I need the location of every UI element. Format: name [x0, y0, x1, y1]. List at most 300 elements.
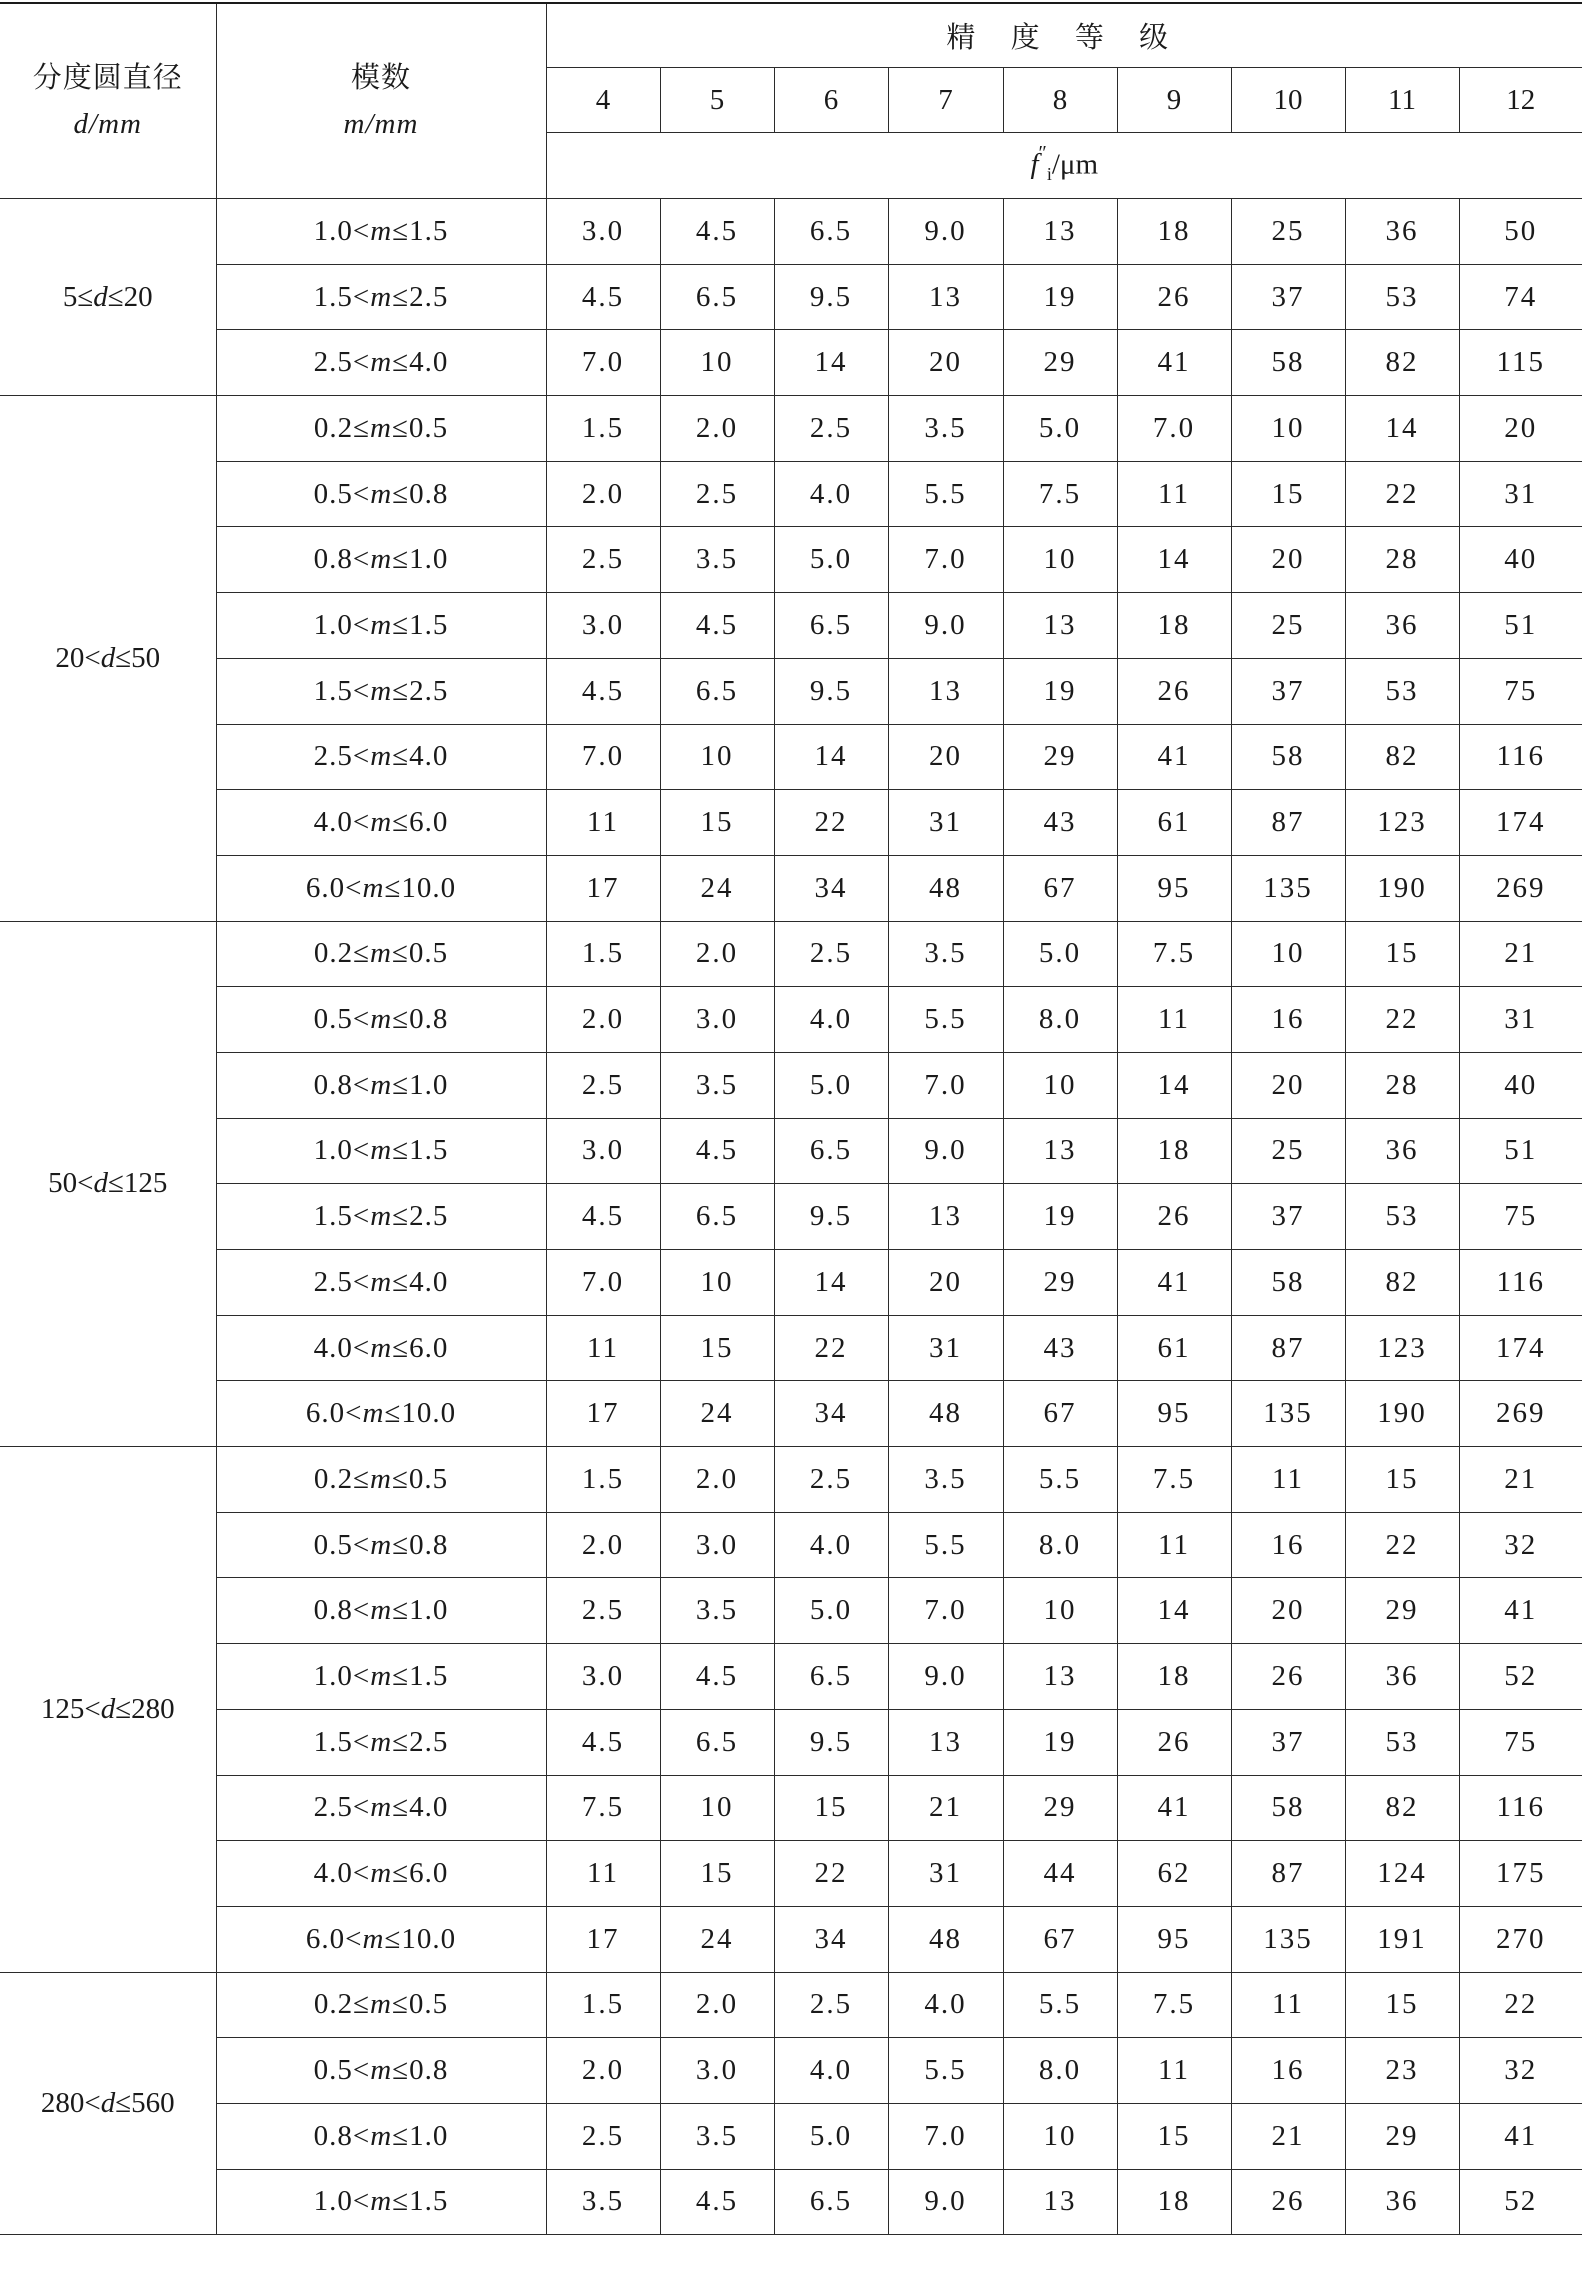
table-row [0, 1447, 1582, 1513]
tolerance-value-cell: 13 [1003, 2169, 1117, 2235]
tolerance-value-cell: 41 [1117, 724, 1231, 790]
tolerance-value-cell: 6.5 [660, 1184, 774, 1250]
tolerance-value-cell: 40 [1459, 1052, 1582, 1118]
tolerance-value-cell: 190 [1345, 855, 1459, 921]
tolerance-value-cell: 23 [1345, 2038, 1459, 2104]
tolerance-value-cell: 270 [1459, 1906, 1582, 1972]
variable-letter: m [370, 1988, 392, 2021]
tolerance-value-cell: 31 [888, 790, 1003, 856]
tolerance-value-cell: 26 [1231, 2169, 1345, 2235]
tolerance-sub: i [1046, 164, 1052, 185]
tolerance-value-cell: 34 [774, 1381, 888, 1447]
tolerance-prime: ″ [1038, 141, 1047, 164]
tolerance-value-cell: 15 [1345, 1972, 1459, 2038]
variable-letter: d [93, 1167, 108, 1200]
module-range-cell: 0.2≤m≤0.5 [216, 1972, 546, 2038]
variable-letter: m [370, 1594, 393, 1627]
module-range-cell: 2.5<m≤4.0 [216, 330, 546, 396]
tolerance-value-cell: 8.0 [1003, 2038, 1117, 2104]
tolerance-value-cell: 7.5 [1003, 461, 1117, 527]
table-row [0, 1709, 1582, 1775]
tolerance-value-cell: 20 [1231, 527, 1345, 593]
variable-letter: m [362, 871, 385, 904]
tolerance-value-cell: 13 [1003, 1118, 1117, 1184]
diameter-range-cell: 280<d≤560 [0, 1972, 216, 2235]
tolerance-value-cell: 17 [546, 855, 660, 921]
tolerance-value-cell: 115 [1459, 330, 1582, 396]
tolerance-value-cell: 2.5 [774, 1447, 888, 1513]
variable-letter: m [370, 2185, 393, 2218]
tolerance-value-cell: 4.5 [546, 264, 660, 330]
variable-letter: m [370, 346, 393, 379]
tolerance-value-cell: 13 [1003, 593, 1117, 659]
table-row [0, 1578, 1582, 1644]
tolerance-value-cell: 24 [660, 1381, 774, 1447]
tolerance-value-cell: 26 [1117, 1184, 1231, 1250]
table-row [0, 1841, 1582, 1907]
table-row [0, 461, 1582, 527]
tolerance-value-cell: 41 [1117, 1250, 1231, 1316]
module-range-cell: 1.5<m≤2.5 [216, 1184, 546, 1250]
tolerance-value-cell: 15 [660, 1841, 774, 1907]
tolerance-value-cell: 36 [1345, 2169, 1459, 2235]
tolerance-value-cell: 14 [1117, 1052, 1231, 1118]
tolerance-value-cell: 10 [1231, 921, 1345, 987]
tolerance-value-cell: 190 [1345, 1381, 1459, 1447]
tolerance-value-cell: 4.0 [774, 1512, 888, 1578]
tolerance-value-cell: 29 [1345, 2103, 1459, 2169]
tolerance-value-cell: 15 [660, 790, 774, 856]
tolerance-value-cell: 20 [888, 1250, 1003, 1316]
variable-letter: m [370, 1857, 393, 1890]
tolerance-value-cell: 269 [1459, 855, 1582, 921]
tolerance-value-cell: 82 [1345, 724, 1459, 790]
table-row [0, 1775, 1582, 1841]
tolerance-value-cell: 36 [1345, 1118, 1459, 1184]
variable-letter: d [93, 280, 108, 313]
tolerance-value-cell: 13 [888, 1184, 1003, 1250]
tolerance-value-cell: 3.0 [546, 1644, 660, 1710]
tolerance-value-cell: 174 [1459, 1315, 1582, 1381]
variable-letter: m [370, 1265, 393, 1298]
tolerance-value-cell: 13 [888, 658, 1003, 724]
tolerance-value-cell: 175 [1459, 1841, 1582, 1907]
tolerance-value-cell: 19 [1003, 1184, 1117, 1250]
tolerance-value-cell: 3.0 [660, 1512, 774, 1578]
tolerance-f: f [1030, 148, 1039, 181]
tolerance-value-cell: 37 [1231, 1709, 1345, 1775]
tolerance-value-cell: 10 [1003, 1052, 1117, 1118]
tolerance-value-cell: 3.0 [660, 987, 774, 1053]
tolerance-value-cell: 3.5 [546, 2169, 660, 2235]
tolerance-value-cell: 67 [1003, 1381, 1117, 1447]
tolerance-value-cell: 95 [1117, 1381, 1231, 1447]
tolerance-value-cell: 10 [660, 330, 774, 396]
tolerance-value-cell: 18 [1117, 1118, 1231, 1184]
variable-letter: m [370, 1134, 393, 1167]
module-range-cell: 6.0<m≤10.0 [216, 1906, 546, 1972]
tolerance-value-cell: 34 [774, 855, 888, 921]
tolerance-value-cell: 19 [1003, 1709, 1117, 1775]
variable-letter: m [370, 543, 393, 576]
tolerance-value-cell: 10 [660, 1250, 774, 1316]
diameter-range-cell: 5≤d≤20 [0, 199, 216, 396]
table-row [0, 330, 1582, 396]
tolerance-value-cell: 24 [660, 855, 774, 921]
tolerance-value-cell: 18 [1117, 199, 1231, 265]
tolerance-value-cell: 7.0 [546, 724, 660, 790]
variable-letter: m [370, 1791, 393, 1824]
tolerance-value-cell: 9.0 [888, 593, 1003, 659]
tolerance-value-cell: 116 [1459, 1775, 1582, 1841]
tolerance-value-cell: 31 [1459, 987, 1582, 1053]
tolerance-value-cell: 58 [1231, 330, 1345, 396]
tolerance-value-cell: 15 [1345, 921, 1459, 987]
module-range-cell: 4.0<m≤6.0 [216, 790, 546, 856]
tolerance-value-cell: 43 [1003, 790, 1117, 856]
variable-letter: m [370, 280, 393, 313]
tolerance-value-cell: 74 [1459, 264, 1582, 330]
variable-letter: m [370, 2119, 393, 2152]
tolerance-value-cell: 82 [1345, 1250, 1459, 1316]
tolerance-value-cell: 53 [1345, 264, 1459, 330]
tolerance-value-cell: 21 [1231, 2103, 1345, 2169]
tolerance-value-cell: 2.5 [546, 1578, 660, 1644]
tolerance-value-cell: 6.5 [774, 1644, 888, 1710]
tolerance-value-cell: 15 [1345, 1447, 1459, 1513]
tolerance-value-cell: 31 [888, 1315, 1003, 1381]
table-row [0, 1972, 1582, 2038]
tolerance-value-cell: 7.0 [546, 330, 660, 396]
tolerance-value-cell: 10 [1003, 2103, 1117, 2169]
tolerance-value-cell: 4.0 [774, 987, 888, 1053]
tolerance-value-cell: 20 [888, 330, 1003, 396]
tolerance-value-cell: 13 [1003, 1644, 1117, 1710]
tolerance-value-cell: 11 [546, 790, 660, 856]
tolerance-value-cell: 5.0 [774, 1052, 888, 1118]
tolerance-value-cell: 20 [1231, 1578, 1345, 1644]
tolerance-value-cell: 31 [888, 1841, 1003, 1907]
tolerance-value-cell: 7.5 [1117, 1972, 1231, 2038]
tolerance-value-cell: 3.5 [660, 1052, 774, 1118]
tolerance-value-cell: 31 [1459, 461, 1582, 527]
tolerance-value-cell: 14 [774, 330, 888, 396]
variable-letter: m [370, 1725, 393, 1758]
variable-letter: m [370, 214, 393, 247]
variable-letter: m [370, 806, 393, 839]
tolerance-value-cell: 61 [1117, 790, 1231, 856]
tolerance-value-cell: 67 [1003, 855, 1117, 921]
tolerance-value-cell: 11 [1117, 1512, 1231, 1578]
tolerance-value-cell: 3.0 [546, 593, 660, 659]
tolerance-value-cell: 95 [1117, 855, 1231, 921]
tolerance-value-cell: 13 [1003, 199, 1117, 265]
tolerance-value-cell: 22 [774, 790, 888, 856]
table-row [0, 1052, 1582, 1118]
tolerance-value-cell: 7.0 [888, 1578, 1003, 1644]
module-range-cell: 1.0<m≤1.5 [216, 593, 546, 659]
tolerance-value-cell: 7.0 [546, 1250, 660, 1316]
variable-letter: m [370, 477, 393, 510]
tolerance-value-cell: 3.5 [888, 1447, 1003, 1513]
module-range-cell: 1.0<m≤1.5 [216, 2169, 546, 2235]
tolerance-value-cell: 3.0 [546, 1118, 660, 1184]
tolerance-value-cell: 14 [774, 1250, 888, 1316]
table-row [0, 1381, 1582, 1447]
tolerance-value-cell: 51 [1459, 593, 1582, 659]
tolerance-value-cell: 6.5 [774, 1118, 888, 1184]
tolerance-value-cell: 7.0 [1117, 396, 1231, 462]
tolerance-value-cell: 82 [1345, 1775, 1459, 1841]
tolerance-value-cell: 9.0 [888, 199, 1003, 265]
tolerance-value-cell: 15 [774, 1775, 888, 1841]
tolerance-value-cell: 124 [1345, 1841, 1459, 1907]
diameter-range-cell: 50<d≤125 [0, 921, 216, 1447]
module-range-cell: 4.0<m≤6.0 [216, 1315, 546, 1381]
tolerance-value-cell: 10 [1003, 527, 1117, 593]
tolerance-value-cell: 5.0 [1003, 921, 1117, 987]
module-range-cell: 0.2≤m≤0.5 [216, 921, 546, 987]
module-range-cell: 2.5<m≤4.0 [216, 724, 546, 790]
table-row [0, 1250, 1582, 1316]
variable-letter: m [370, 1068, 393, 1101]
tolerance-value-cell: 4.5 [546, 1709, 660, 1775]
tolerance-value-cell: 9.0 [888, 1644, 1003, 1710]
tolerance-value-cell: 36 [1345, 1644, 1459, 1710]
grade-header-cell: 8 [1003, 68, 1117, 133]
tolerance-value-cell: 20 [888, 724, 1003, 790]
tolerance-value-cell: 1.5 [546, 396, 660, 462]
tolerance-value-cell: 116 [1459, 1250, 1582, 1316]
diameter-range-cell: 125<d≤280 [0, 1447, 216, 1973]
tolerance-value-cell: 24 [660, 1906, 774, 1972]
tolerance-value-cell: 135 [1231, 1906, 1345, 1972]
variable-letter: m [370, 1462, 392, 1495]
tolerance-value-cell: 11 [546, 1315, 660, 1381]
variable-letter: m [370, 2054, 393, 2087]
tolerance-value-cell: 6.5 [660, 658, 774, 724]
table-row [0, 396, 1582, 462]
tolerance-value-cell: 14 [1345, 396, 1459, 462]
tolerance-value-cell: 15 [660, 1315, 774, 1381]
table-row [0, 1512, 1582, 1578]
tolerance-value-cell: 19 [1003, 658, 1117, 724]
tolerance-value-cell: 48 [888, 1906, 1003, 1972]
tolerance-value-cell: 29 [1003, 1775, 1117, 1841]
tolerance-value-cell: 2.5 [660, 461, 774, 527]
tolerance-value-cell: 18 [1117, 593, 1231, 659]
tolerance-value-cell: 11 [1117, 461, 1231, 527]
module-header [216, 3, 546, 199]
tolerance-value-cell: 51 [1459, 1118, 1582, 1184]
table-row [0, 1315, 1582, 1381]
tolerance-value-cell: 41 [1117, 330, 1231, 396]
tolerance-value-cell: 41 [1459, 2103, 1582, 2169]
table-row [0, 921, 1582, 987]
tolerance-value-cell: 10 [1003, 1578, 1117, 1644]
module-range-cell: 0.8<m≤1.0 [216, 2103, 546, 2169]
module-range-cell: 0.5<m≤0.8 [216, 2038, 546, 2104]
tolerance-value-cell: 7.0 [888, 2103, 1003, 2169]
variable-letter: m [362, 1397, 385, 1430]
tolerance-value-cell: 2.0 [660, 1447, 774, 1513]
tolerance-value-cell: 5.0 [774, 527, 888, 593]
tolerance-value-cell: 4.5 [660, 199, 774, 265]
module-range-cell: 2.5<m≤4.0 [216, 1775, 546, 1841]
variable-letter: m [370, 1200, 393, 1233]
tolerance-value-cell: 11 [1231, 1447, 1345, 1513]
diameter-range-cell: 20<d≤50 [0, 396, 216, 922]
variable-letter: m [370, 1003, 393, 1036]
tolerance-value-cell: 9.0 [888, 2169, 1003, 2235]
tolerance-value-cell: 4.5 [660, 593, 774, 659]
tolerance-value-cell: 7.0 [888, 1052, 1003, 1118]
tolerance-value-cell: 17 [546, 1381, 660, 1447]
tolerance-value-cell: 269 [1459, 1381, 1582, 1447]
tolerance-value-cell: 14 [1117, 527, 1231, 593]
tolerance-value-cell: 4.0 [774, 2038, 888, 2104]
variable-letter: m [370, 1659, 393, 1692]
tolerance-value-cell: 5.0 [1003, 396, 1117, 462]
module-range-cell: 1.5<m≤2.5 [216, 264, 546, 330]
module-range-cell: 1.5<m≤2.5 [216, 658, 546, 724]
tolerance-value-cell: 2.0 [660, 921, 774, 987]
tolerance-value-cell: 58 [1231, 724, 1345, 790]
grade-header-cell: 12 [1459, 68, 1582, 133]
tolerance-value-cell: 26 [1117, 658, 1231, 724]
variable-letter: d [100, 2086, 116, 2119]
tolerance-value-cell: 2.5 [546, 527, 660, 593]
tolerance-value-cell: 18 [1117, 1644, 1231, 1710]
grade-header-cell: 7 [888, 68, 1003, 133]
module-range-cell: 0.5<m≤0.8 [216, 461, 546, 527]
tolerance-value-cell: 3.5 [660, 527, 774, 593]
variable-letter: d [100, 1692, 116, 1725]
tolerance-value-cell: 1.5 [546, 1972, 660, 2038]
module-range-cell: 0.5<m≤0.8 [216, 987, 546, 1053]
tolerance-value-cell: 50 [1459, 199, 1582, 265]
table-row [0, 1118, 1582, 1184]
tolerance-value-cell: 44 [1003, 1841, 1117, 1907]
module-unit: m/mm [343, 108, 419, 140]
tolerance-value-cell: 26 [1117, 264, 1231, 330]
tolerance-value-cell: 9.0 [888, 1118, 1003, 1184]
variable-letter: m [370, 1528, 393, 1561]
tolerance-value-cell: 37 [1231, 658, 1345, 724]
diameter-header [0, 3, 216, 199]
module-label: 模数 [350, 61, 411, 94]
tolerance-value-cell: 7.5 [546, 1775, 660, 1841]
tolerance-value-cell: 67 [1003, 1906, 1117, 1972]
diameter-label: 分度圆直径 [32, 61, 183, 94]
tolerance-value-cell: 37 [1231, 1184, 1345, 1250]
tolerance-value-cell: 21 [1459, 1447, 1582, 1513]
table-row [0, 2169, 1582, 2235]
grade-header-cell: 5 [660, 68, 774, 133]
tolerance-value-cell: 53 [1345, 1709, 1459, 1775]
table-row [0, 2103, 1582, 2169]
module-range-cell: 2.5<m≤4.0 [216, 1250, 546, 1316]
tolerance-value-cell: 123 [1345, 1315, 1459, 1381]
tolerance-value-cell: 22 [774, 1315, 888, 1381]
tolerance-value-cell: 5.5 [888, 2038, 1003, 2104]
tolerance-value-cell: 22 [1345, 987, 1459, 1053]
tolerance-value-cell: 174 [1459, 790, 1582, 856]
tolerance-value-cell: 4.5 [660, 1118, 774, 1184]
tolerance-value-cell: 3.5 [660, 1578, 774, 1644]
tolerance-value-cell: 135 [1231, 1381, 1345, 1447]
variable-letter: m [370, 674, 393, 707]
grade-header-cell: 10 [1231, 68, 1345, 133]
tolerance-value-cell: 191 [1345, 1906, 1459, 1972]
tolerance-value-cell: 41 [1117, 1775, 1231, 1841]
tolerance-value-cell: 87 [1231, 1315, 1345, 1381]
tolerance-value-cell: 5.0 [774, 2103, 888, 2169]
tolerance-value-cell: 3.5 [888, 396, 1003, 462]
header-row-1 [0, 3, 1582, 68]
tolerance-value-cell: 36 [1345, 199, 1459, 265]
tolerance-value-cell: 4.5 [660, 2169, 774, 2235]
tolerance-value-cell: 2.5 [774, 396, 888, 462]
tolerance-value-cell: 28 [1345, 1052, 1459, 1118]
table-row [0, 658, 1582, 724]
tolerance-value-cell: 2.0 [546, 461, 660, 527]
tolerance-value-cell: 75 [1459, 1709, 1582, 1775]
tolerance-value-cell: 29 [1003, 330, 1117, 396]
tolerance-value-cell: 16 [1231, 987, 1345, 1053]
tolerance-value-cell: 14 [1117, 1578, 1231, 1644]
tolerance-value-cell: 29 [1345, 1578, 1459, 1644]
tolerance-value-cell: 48 [888, 1381, 1003, 1447]
tolerance-value-cell: 15 [1117, 2103, 1231, 2169]
tolerance-value-cell: 4.0 [888, 1972, 1003, 2038]
tolerance-value-cell: 5.5 [888, 1512, 1003, 1578]
table-row [0, 855, 1582, 921]
tolerance-value-cell: 41 [1459, 1578, 1582, 1644]
diameter-unit: d/mm [73, 108, 142, 140]
tolerance-value-cell: 6.5 [774, 2169, 888, 2235]
tolerance-value-cell: 25 [1231, 199, 1345, 265]
tolerance-value-cell: 6.5 [660, 1709, 774, 1775]
tolerance-value-cell: 6.5 [660, 264, 774, 330]
table-body [0, 3, 1582, 2235]
tolerance-value-cell: 52 [1459, 2169, 1582, 2235]
table-row [0, 724, 1582, 790]
tolerance-value-cell: 40 [1459, 527, 1582, 593]
tolerance-value-cell: 53 [1345, 1184, 1459, 1250]
tolerance-value-cell: 116 [1459, 724, 1582, 790]
tolerance-value-cell: 21 [1459, 921, 1582, 987]
variable-letter: m [370, 411, 392, 444]
tolerance-value-cell: 11 [1117, 987, 1231, 1053]
tolerance-table [0, 2, 1582, 2235]
grade-header-cell: 9 [1117, 68, 1231, 133]
tolerance-value-cell: 5.5 [888, 987, 1003, 1053]
module-range-cell: 1.5<m≤2.5 [216, 1709, 546, 1775]
tolerance-value-cell: 2.5 [774, 1972, 888, 2038]
tolerance-value-cell: 1.5 [546, 921, 660, 987]
tolerance-value-cell: 28 [1345, 527, 1459, 593]
tolerance-value-cell: 13 [888, 264, 1003, 330]
tolerance-value-cell: 15 [1231, 461, 1345, 527]
tolerance-value-cell: 48 [888, 855, 1003, 921]
tolerance-value-cell: 19 [1003, 264, 1117, 330]
variable-letter: m [362, 1922, 385, 1955]
tolerance-value-cell: 58 [1231, 1250, 1345, 1316]
variable-letter: m [370, 740, 393, 773]
tolerance-value-cell: 4.5 [546, 1184, 660, 1250]
tolerance-value-cell: 87 [1231, 1841, 1345, 1907]
